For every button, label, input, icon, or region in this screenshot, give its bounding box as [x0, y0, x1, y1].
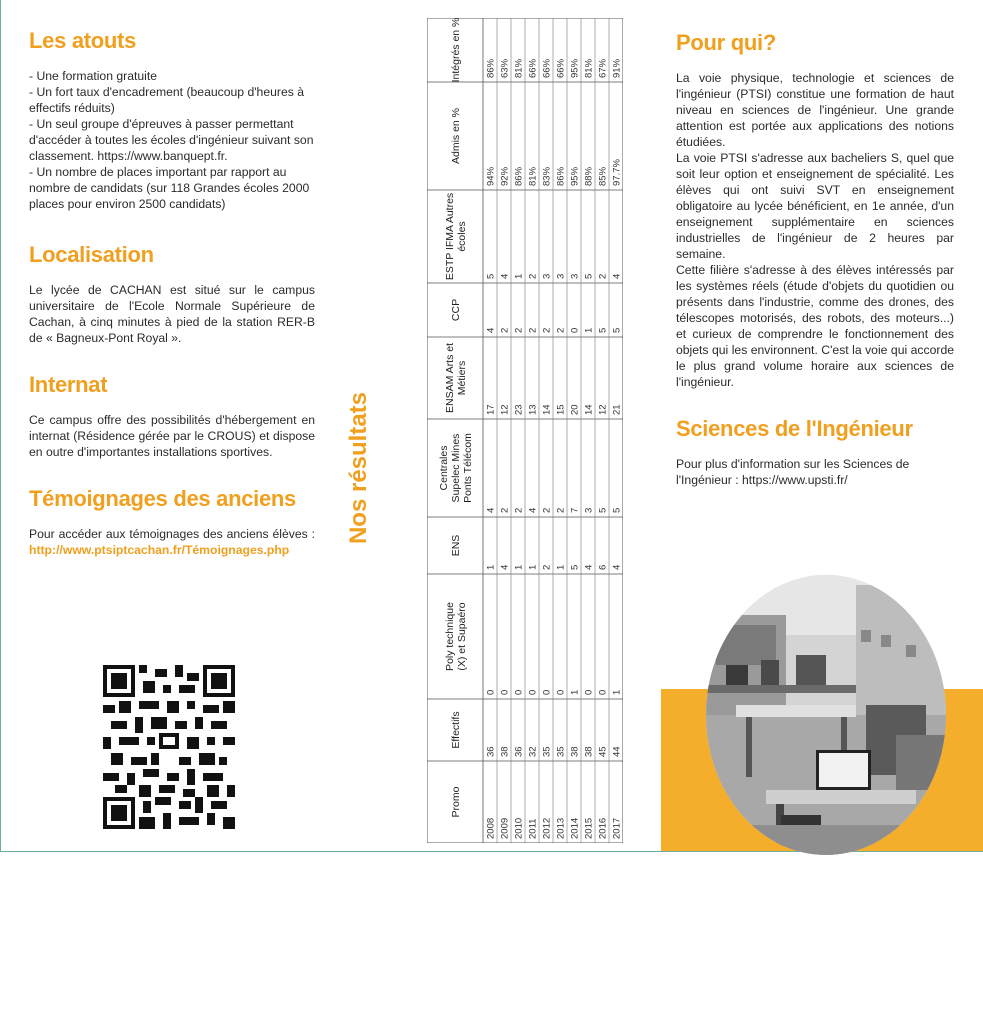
table-header-cell: CCP — [450, 298, 462, 322]
table-cell: 4 — [499, 564, 511, 570]
si-text: Pour plus d'information sur les Sciences de l'Ingénieur : https://www.upsti.fr/ — [676, 457, 910, 487]
table-cell: 38 — [569, 746, 581, 757]
table-cell: 95% — [569, 58, 581, 78]
table-cell: 94% — [485, 166, 497, 186]
table-cell: 17 — [485, 404, 497, 415]
table-cell: 88% — [583, 166, 595, 186]
table-cell: 1 — [611, 689, 623, 695]
table-cell: 5 — [611, 507, 623, 513]
pourqui-title: Pour qui? — [676, 30, 776, 55]
temoignages-link[interactable]: http://www.ptsiptcachan.fr/Témoignages.php — [29, 543, 290, 557]
table-cell: 38 — [499, 746, 511, 757]
table-cell: 2 — [541, 507, 553, 513]
table-header-cell: Intégrés en % — [450, 18, 462, 83]
table-cell: 5 — [485, 273, 497, 279]
table-header-cell: Admis en % — [450, 107, 462, 165]
table-cell: 0 — [499, 689, 511, 695]
table-cell: 91% — [611, 58, 623, 78]
table-cell: 32 — [527, 746, 539, 757]
si-title: Sciences de l'Ingénieur — [676, 416, 913, 441]
table-cell: 1 — [555, 564, 567, 570]
table-cell: 2014 — [569, 817, 581, 839]
internat-section — [29, 372, 315, 460]
lab-photo — [706, 575, 946, 855]
table-cell: 2011 — [527, 818, 539, 839]
table-header-cell: ENS — [450, 534, 462, 557]
table-cell: 81% — [527, 166, 539, 186]
table-cell: 67% — [597, 58, 609, 78]
atouts-item: - Un seul groupe d'épreuves à passer permettant d'accéder à toutes les écoles d'ingénieur suivant son classement. https://www.banquept.fr. — [29, 117, 314, 163]
table-cell: 20 — [569, 404, 581, 415]
table-cell: 81% — [513, 58, 525, 78]
temoignages-title: Témoignages des anciens — [29, 486, 296, 511]
table-cell: 4 — [527, 507, 539, 513]
table-header-cell: CentralesSupelec MinesPonts Télécom — [438, 433, 474, 503]
table-cell: 1 — [583, 327, 595, 333]
table-cell: 12 — [597, 404, 609, 415]
table-cell: 2 — [499, 327, 511, 333]
table-cell: 3 — [583, 507, 595, 513]
table-cell: 85% — [597, 166, 609, 186]
table-cell: 4 — [611, 273, 623, 279]
table-cell: 86% — [513, 166, 525, 186]
table-cell: 0 — [555, 689, 567, 695]
table-cell: 4 — [583, 564, 595, 570]
table-cell: 2 — [527, 327, 539, 333]
resultats-title: Nos résultats — [345, 391, 372, 545]
atouts-title: Les atouts — [29, 28, 137, 53]
table-cell: 2 — [541, 327, 553, 333]
table-cell: 2010 — [513, 817, 525, 839]
table-cell: 1 — [527, 564, 539, 570]
table-cell: 92% — [499, 166, 511, 186]
table-cell: 2012 — [541, 817, 553, 839]
right-column — [676, 30, 954, 488]
table-cell: 38 — [583, 746, 595, 757]
table-header-cell: Effectifs — [450, 711, 462, 749]
atouts-section — [29, 28, 315, 212]
table-cell: 12 — [499, 404, 511, 415]
table-cell: 2 — [527, 273, 539, 279]
table-cell: 0 — [513, 689, 525, 695]
left-column — [29, 28, 315, 580]
table-cell: 4 — [485, 327, 497, 333]
table-cell: 2009 — [499, 817, 511, 839]
table-cell: 4 — [611, 564, 623, 570]
table-cell: 95% — [569, 166, 581, 186]
table-cell: 7 — [569, 507, 581, 513]
table-cell: 2 — [597, 273, 609, 279]
table-cell: 66% — [555, 58, 567, 78]
table-cell: 1 — [513, 273, 525, 279]
table-cell: 0 — [597, 689, 609, 695]
table-cell: 1 — [485, 564, 497, 570]
table-header-cell: ENSAM Arts etMétiers — [444, 342, 468, 414]
table-cell: 35 — [541, 746, 553, 757]
table-cell: 3 — [569, 273, 581, 279]
table-cell: 13 — [527, 404, 539, 415]
pourqui-paragraph: La voie PTSI s'adresse aux bacheliers S, quel que soit leur option et enseignement de spécialité. Les élèves qui ont suivi SVT en enseignement obligatoire au lycée bénéficient, en 1e année, d'un enseignement supplémentaire en sciences industrielles de l'ingénieur de 2 heures par semaine. — [676, 151, 954, 261]
table-cell: 66% — [541, 58, 553, 78]
table-cell: 14 — [583, 404, 595, 415]
table-cell: 2008 — [485, 817, 497, 839]
table-cell: 44 — [611, 746, 623, 757]
internat-title: Internat — [29, 372, 108, 397]
table-cell: 0 — [569, 327, 581, 333]
pourqui-paragraph: La voie physique, technologie et sciences de l'ingénieur (PTSI) constitue une formation de haut niveau en sciences de l'ingénieur. Une grande attention est portée aux applications des notions étudiées. — [676, 71, 954, 149]
table-cell: 6 — [597, 564, 609, 570]
table-cell: 3 — [541, 273, 553, 279]
table-cell: 21 — [611, 404, 623, 415]
table-cell: 83% — [541, 166, 553, 186]
table-cell: 3 — [555, 273, 567, 279]
atouts-item: - Une formation gratuite — [29, 69, 158, 83]
atouts-item: - Un nombre de places important par rapport au nombre de candidats (sur 118 Grandes écoles 2000 places pour environ 2500 candidats) — [29, 165, 310, 211]
table-cell: 2 — [555, 327, 567, 333]
pourqui-paragraph: Cette filière s'adresse à des élèves intéressés par les systèmes réels (étude d'objets du quotidien ou présents dans l'industrie, comme des drones, des télescopes motorisés, des robots, des moteurs...) et curieux de comprendre le fonctionnement des objets qui les environnent. C'est la voie qui accorde le plus grand volume horaire aux sciences de l'ingénieur. — [676, 263, 954, 389]
table-cell: 0 — [485, 689, 497, 695]
table-cell: 2 — [513, 327, 525, 333]
table-cell: 2017 — [611, 817, 623, 839]
atouts-item: - Un fort taux d'encadrement (beaucoup d'heures à effectifs réduits) — [29, 85, 304, 115]
table-cell: 0 — [583, 689, 595, 695]
table-header-cell: Promo — [450, 786, 462, 818]
temoignages-section — [29, 486, 315, 558]
table-cell: 5 — [569, 564, 581, 570]
table-cell: 0 — [541, 689, 553, 695]
localisation-text: Le lycée de CACHAN est situé sur le campus universitaire de l'Ecole Normale Supérieure de Cachan, à cinq minutes à pied de la station RER-B de « Bagneux-Pont Royal ». — [29, 283, 315, 345]
table-cell: 81% — [583, 58, 595, 78]
table-cell: 5 — [583, 273, 595, 279]
internat-text: Ce campus offre des possibilités d'hébergement en internat (Résidence gérée par le CROUS) et dispose en outre d'importantes installations sportives. — [29, 413, 315, 459]
table-cell: 2 — [513, 507, 525, 513]
table-cell: 66% — [527, 58, 539, 78]
table-cell: 36 — [513, 746, 525, 757]
table-cell: 2 — [499, 507, 511, 513]
table-header-cell: Poly technique(X) et Supaéro — [444, 602, 468, 671]
table-cell: 5 — [597, 327, 609, 333]
lab-photo-illustration — [706, 575, 946, 855]
table-cell: 2015 — [583, 817, 595, 839]
table-cell: 4 — [485, 507, 497, 513]
table-cell: 86% — [555, 166, 567, 186]
table-cell: 5 — [597, 507, 609, 513]
atouts-list — [29, 68, 315, 212]
table-header-cell: ESTP IFMA Autresécoles — [444, 192, 468, 281]
table-cell: 1 — [513, 564, 525, 570]
table-cell: 2 — [541, 564, 553, 570]
table-cell: 2013 — [555, 817, 567, 839]
temoignages-text — [29, 526, 315, 558]
table-cell: 36 — [485, 746, 497, 757]
table-cell: 2 — [555, 507, 567, 513]
table-cell: 1 — [569, 689, 581, 695]
table-cell: 14 — [541, 404, 553, 415]
table-cell: 23 — [513, 404, 525, 415]
table-cell: 4 — [499, 273, 511, 279]
table-cell: 0 — [527, 689, 539, 695]
table-cell: 97.7% — [611, 159, 623, 186]
table-cell: 15 — [555, 404, 567, 415]
table-cell: 63% — [499, 58, 511, 78]
table-cell: 86% — [485, 58, 497, 78]
localisation-section — [29, 242, 315, 346]
table-cell: 45 — [597, 746, 609, 757]
temoignages-intro: Pour accéder aux témoignages des anciens élèves : — [29, 527, 315, 541]
qr-code-icon — [103, 665, 235, 829]
table-cell: 35 — [555, 746, 567, 757]
table-cell: 2016 — [597, 817, 609, 839]
localisation-title: Localisation — [29, 242, 154, 267]
table-cell: 5 — [611, 327, 623, 333]
results-table — [427, 18, 623, 843]
